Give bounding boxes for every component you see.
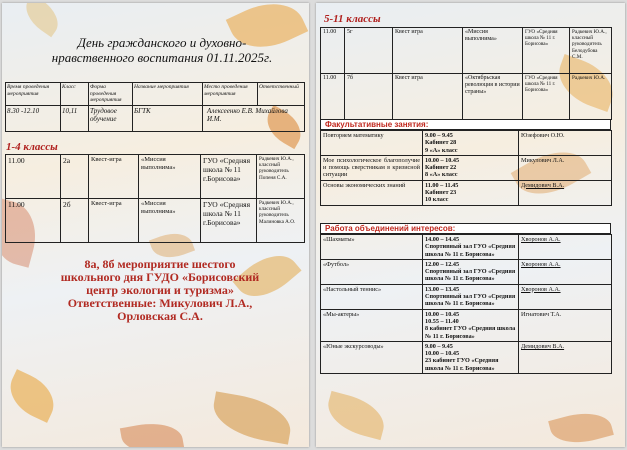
cell-class: 2а — [61, 155, 89, 199]
cell-elective-info — [423, 155, 519, 180]
table-row — [321, 180, 612, 205]
cell-form: Квест игра — [393, 28, 463, 74]
cell-club-name: «Мы-актеры» — [321, 309, 423, 341]
cell-place: ГУО «Средняя школа № 11 г.Борисова» — [201, 155, 257, 199]
table-row — [321, 155, 612, 180]
table-row — [6, 199, 305, 243]
cell-name: «Миссия выполнима» — [139, 155, 201, 199]
club-time: 10.00 – 10.45 — [425, 310, 460, 318]
cell-time: 11.00 — [321, 28, 345, 74]
autumn-leaf-decoration — [322, 391, 389, 440]
table-header-row — [6, 83, 305, 106]
cell-responsible: Радкевич Ю.А. — [570, 74, 612, 120]
table-row — [6, 105, 305, 131]
autumn-leaf-decoration — [209, 391, 295, 444]
page-title: День гражданского и духовно-нравственного воспитания 01.11.2025г. — [51, 35, 273, 65]
cell-club-info — [423, 309, 519, 341]
cell-class: 7б — [345, 74, 393, 120]
elective-place: Кабинет 28 — [425, 139, 457, 147]
electives-table — [320, 130, 612, 206]
club-time: 13.00 – 13.45 — [425, 285, 460, 293]
club-place: Спортивный зал ГУО «Средняя школа № 11 г. Борисова» — [425, 243, 516, 258]
cell-teacher: Демидович В.А. — [519, 341, 612, 373]
classes-1-4-table — [5, 154, 305, 243]
elective-group: 10 класс — [425, 196, 449, 204]
table-row — [6, 155, 305, 199]
cell-time: 11.00 — [321, 74, 345, 120]
cell-club-info — [423, 259, 519, 284]
elective-time: 10.00 – 10.45 — [425, 156, 460, 164]
column-header: Класс — [61, 83, 89, 106]
club-time-2: 10.00 – 10.45 — [425, 350, 460, 358]
cell-elective-name: Повторяем математику — [321, 131, 423, 156]
cell-elective-name: Мое психологическое благополучие и помощь сверстникам в кризисной ситуации — [321, 155, 423, 180]
schedule-table — [5, 82, 305, 132]
club-place: Спортивный зал ГУО «Средняя школа № 11 г. Борисова» — [425, 268, 516, 283]
elective-time: 11.00 – 11.45 — [425, 181, 459, 189]
column-header: Название мероприятия — [133, 83, 203, 106]
cell-responsible: Алексеенко Е.В. Михайлова И.М. — [203, 105, 305, 131]
elective-time: 9.00 – 9.45 — [425, 132, 453, 139]
autumn-leaf-decoration — [120, 418, 184, 447]
cell-club-name: «Юные экскурсоводы» — [321, 341, 423, 373]
cell-teacher: Хворонов А.А. — [519, 284, 612, 309]
cell-form: Квест-игра — [89, 155, 139, 199]
elective-group: 9 «А» класс — [425, 146, 458, 154]
cell-form: Трудовое обучение — [89, 105, 133, 131]
elective-place: Кабинет 22 — [425, 164, 457, 172]
right-page — [316, 3, 625, 447]
cell-form: Квест игра — [393, 74, 463, 120]
cell-elective-info — [423, 180, 519, 205]
column-header: Ответственный — [258, 83, 305, 106]
club-place: 8 кабинет ГУО «Средняя школа № 11 г. Борисова» — [425, 325, 516, 340]
elective-group: 8 «А» класс — [425, 171, 458, 179]
table-row — [321, 259, 612, 284]
cell-time: 11.00 — [6, 199, 61, 243]
club-time-2: 10.55 – 11.40 — [425, 317, 459, 325]
cell-class: 5г — [345, 28, 393, 74]
cell-club-info — [423, 284, 519, 309]
left-page — [2, 3, 309, 447]
club-time: 14.00 – 14.45 — [425, 236, 460, 243]
club-place: Спортивный зал ГУО «Средняя школа № 11 г. Борисова» — [425, 293, 516, 308]
autumn-leaf-decoration — [548, 406, 614, 447]
cell-name: «Миссия выполнима» — [463, 28, 523, 74]
cell-teacher: Юзефович О.Ю. — [519, 131, 612, 156]
electives-header: Факультативные занятия: — [320, 119, 611, 130]
cell-name: БГТК — [133, 105, 203, 131]
column-header: Место проведения мероприятия — [203, 83, 258, 106]
table-row — [321, 235, 612, 260]
table-row — [321, 284, 612, 309]
cell-name: «Миссия выполнима» — [139, 199, 201, 243]
cell-place: ГУО «Средняя школа № 11 г. Борисова» — [523, 74, 570, 120]
classes-5-11-table — [320, 27, 612, 120]
clubs-table — [320, 234, 612, 374]
cell-teacher: Игнатович Т.А. — [519, 309, 612, 341]
cell-responsible: Радкевич Ю.А., классный руководитель Попеня С.А. — [257, 155, 305, 199]
cell-club-info — [423, 341, 519, 373]
cell-club-name: «Футбол» — [321, 259, 423, 284]
cell-place: ГУО «Средняя школа № 11 г.Борисова» — [201, 199, 257, 243]
autumn-leaf-decoration — [2, 369, 62, 423]
cell-teacher: Демидович В.А. — [519, 180, 612, 205]
cell-class: 2б — [61, 199, 89, 243]
cell-time: 11.00 — [6, 155, 61, 199]
cell-club-name: «Шахматы» — [321, 235, 423, 260]
cell-responsible: Радкевич Ю.А., классный руководитель Малиновка А.О. — [257, 199, 305, 243]
club-time: 12.00 – 12.45 — [425, 260, 460, 268]
cell-teacher: Хворонов А.А. — [519, 235, 612, 260]
clubs-header: Работа объединений интересов: — [320, 223, 611, 234]
table-row — [321, 341, 612, 373]
table-row — [321, 309, 612, 341]
table-row — [321, 74, 612, 120]
section-title-1-4: 1-4 классы — [6, 141, 58, 153]
elective-place: Кабинет 23 — [425, 189, 457, 197]
table-row — [321, 28, 612, 74]
club-time: 9.00 – 9.45 — [425, 342, 453, 350]
cell-teacher: Микулович Л.А. — [519, 155, 612, 180]
cell-name: «Октябрьская революция в истории страны» — [463, 74, 523, 120]
table-row — [321, 131, 612, 156]
cell-club-info — [423, 235, 519, 260]
cell-club-name: «Настольный теннис» — [321, 284, 423, 309]
cell-time: 8.30 -12.10 — [6, 105, 61, 131]
club-place: 23 кабинет ГУО «Средняя школа № 11 г. Борисова» — [425, 357, 499, 372]
cell-place: ГУО «Средняя школа № 11 г. Борисова» — [523, 28, 570, 74]
announcement-text: 8а, 8б мероприятие шестого школьного дня ГУДО «Борисовский центр экологии и туризма» Ответственные: Микулович Л.А., Орловская С.А. — [60, 257, 260, 323]
column-header: Форма проведения мероприятия — [89, 83, 133, 106]
cell-elective-name: Основы экономических знаний — [321, 180, 423, 205]
autumn-leaf-decoration — [18, 3, 65, 37]
cell-class: 10,11 — [61, 105, 89, 131]
cell-teacher: Хворонов А.А. — [519, 259, 612, 284]
cell-elective-info — [423, 131, 519, 156]
section-title-5-11: 5-11 классы — [324, 13, 381, 25]
cell-responsible: Радкевич Ю.А., классный руководитель Белодубова С.М. — [570, 28, 612, 74]
column-header: Время проведения мероприятия — [6, 83, 61, 106]
cell-form: Квест-игра — [89, 199, 139, 243]
